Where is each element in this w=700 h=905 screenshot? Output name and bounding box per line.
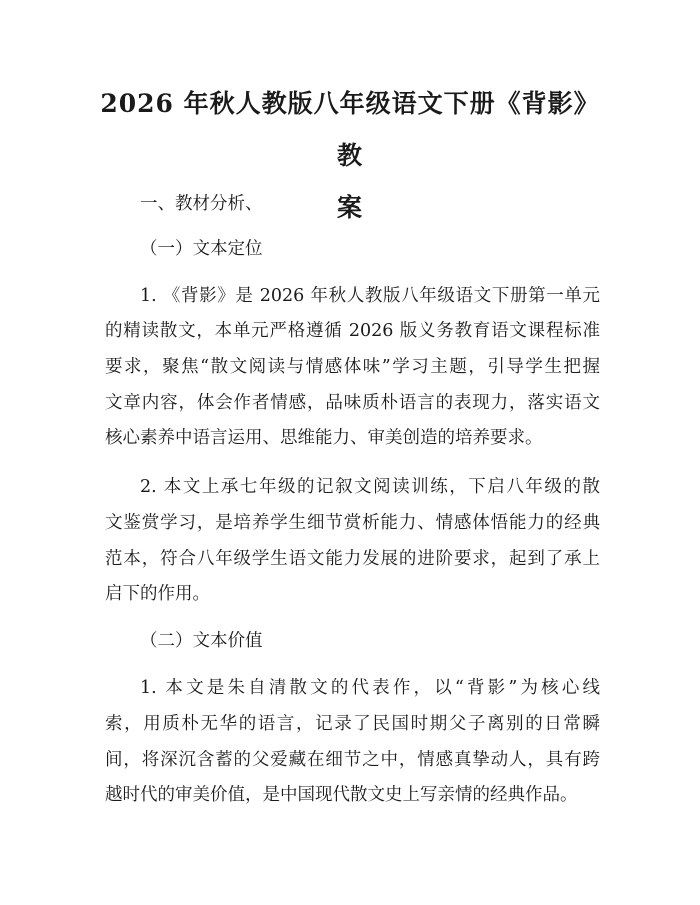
paragraph-line: 要求，聚焦“散文阅读与情感体味”学习主题，引导学生把握 <box>105 357 600 377</box>
paragraph-line: 的精读散文，本单元严格遵循 2026 版义务教育语文课程标准 <box>105 321 600 341</box>
document-title-line-2: 案 <box>336 193 363 222</box>
paragraph-line: 间，将深沉含蓄的父爱藏在细节之中，情感真挚动人，具有跨 <box>105 750 600 770</box>
paragraph-line: 启下的作用。 <box>105 584 210 604</box>
subsection-heading-text-value: （二）文本价值 <box>140 631 263 651</box>
document-title-line-1: 2026 年秋人教版八年级语文下册《背影》教 <box>100 89 600 170</box>
paragraph-line: 核心素养中语言运用、思维能力、审美创造的培养要求。 <box>105 428 543 448</box>
paragraph-line: 索，用质朴无华的语言，记录了民国时期父子离别的日常瞬 <box>105 714 600 734</box>
paragraph-line: 范本，符合八年级学生语文能力发展的进阶要求，起到了承上 <box>105 549 600 569</box>
paragraph-line: 1. 《背影》是 2026 年秋人教版八年级语文下册第一单元 <box>140 286 600 306</box>
subsection-heading-text-positioning: （一）文本定位 <box>140 239 263 259</box>
paragraph-line: 越时代的审美价值，是中国现代散文史上写亲情的经典作品。 <box>105 785 578 805</box>
paragraph-line: 文章内容，体会作者情感，品味质朴语言的表现力，落实语文 <box>105 393 600 413</box>
paragraph-line: 2. 本文上承七年级的记叙文阅读训练，下启八年级的散 <box>140 477 600 497</box>
paragraph-line: 文鉴赏学习，是培养学生细节赏析能力、情感体悟能力的经典 <box>105 513 600 533</box>
paragraph-line: 1. 本文是朱自清散文的代表作，以“背影”为核心线 <box>140 678 600 698</box>
section-heading-teaching-material-analysis: 一、教材分析、 <box>140 194 263 214</box>
